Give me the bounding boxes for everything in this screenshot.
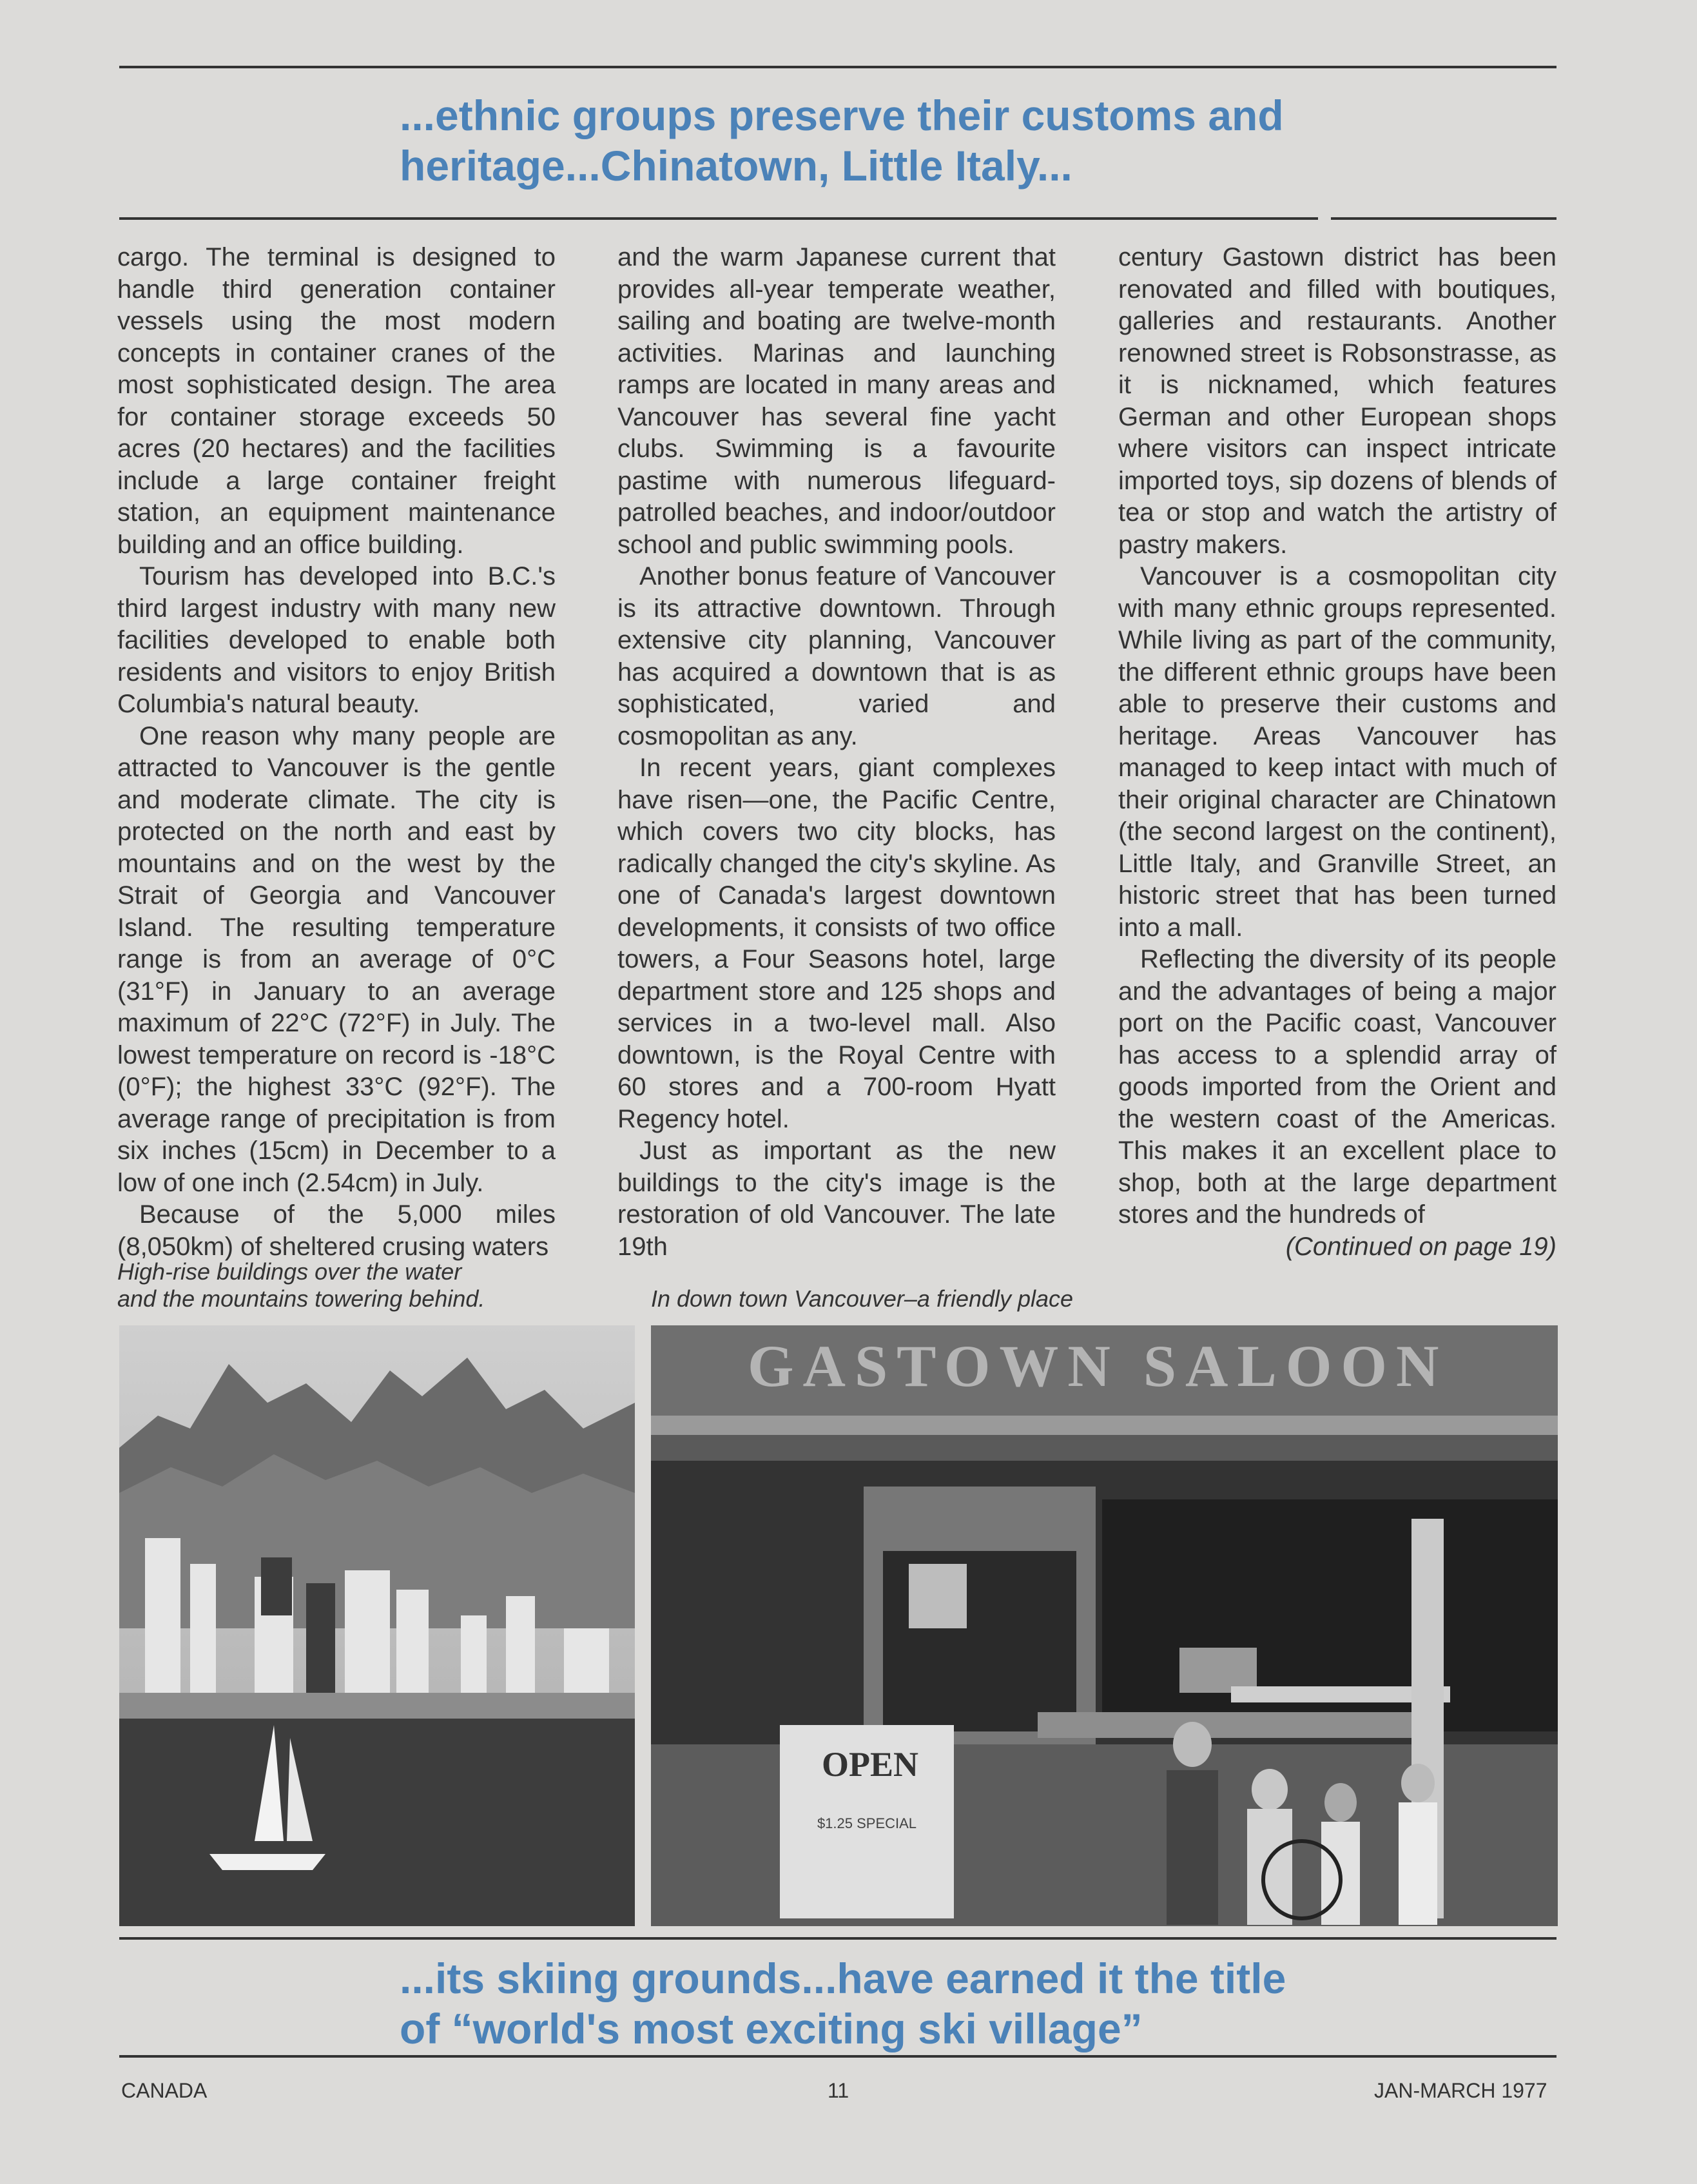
- col2-para: Just as important as the new buildings to the city's image is the restoration of old Vancouver. The late 19th: [617, 1136, 1056, 1261]
- col2-para: Another bonus feature of Vancouver is its attractive downtown. Through extensive city planning, Vancouver has acquired a downtown that is as sophisticated, varied and cosmopolitan as any.: [617, 562, 1056, 750]
- footer-issue-date: JAN-MARCH 1977: [1374, 2079, 1547, 2102]
- column-3: [1118, 242, 1556, 1263]
- special-sign: $1.25 SPECIAL: [817, 1815, 917, 1831]
- pull-quote-bottom: [400, 1953, 1495, 2054]
- col1-para: One reason why many people are attracted to Vancouver is the gentle and moderate climate. The city is protected on the north and east by mountains and on the west by the Strait of Georgia and Vancouver Island. The resulting temperature range is from an average of 0°C (31°F) in January to an average maximum of 22°C (72°F) in July. The lowest temperature on record is -18°C (0°F); the highest 33°C (92°F). The average range of precipitation is from six inches (15cm) in December to a low of one inch (2.54cm) in July.: [117, 721, 556, 1197]
- pull-quote-top: [400, 90, 1495, 191]
- col3-para: Reflecting the diversity of its people and the advantages of being a major port on the Pacific coast, Vancouver has access to a splendid array of goods imported from the Orient and the western coast of the Americas. This makes it an excellent place to shop, both at the large department stores and the hundreds of: [1118, 945, 1556, 1229]
- skyline-photo: [119, 1325, 635, 1926]
- col2-para: In recent years, giant complexes have risen—one, the Pacific Centre, which covers two city blocks, has radically changed the city's skyline. As one of Canada's largest downtown developments, it consists of two office towers, a Four Seasons hotel, large department store and 125 shops and services in a two-level mall. Also downtown, is the Royal Centre with 60 stores and a 700-room Hyatt Regency hotel.: [617, 754, 1056, 1133]
- col3-para: century Gastown district has been renovated and filled with boutiques, galleries and restaurants. Another renowned street is Robsonstrasse, as it is nicknamed, which features German and other European shops where visitors can inspect intricate imported toys, sip dozens of blends of tea or stop and watch the artistry of pastry makers.: [1118, 243, 1556, 559]
- pull-quote-bottom-line2: of “world's most exciting ski village”: [400, 2005, 1143, 2052]
- col3-para: Vancouver is a cosmopolitan city with many ethnic groups represented. While living as part of the community, the different ethnic groups have been able to preserve their customs and heritage. Areas Vancouver has managed to keep intact with much of their original character are Chinatown (the second largest on the continent), Little Italy, and Granville Street, an historic street that has been turned into a mall.: [1118, 562, 1556, 942]
- top-rule: [119, 66, 1556, 68]
- pull-quote-top-rule-right: [1331, 217, 1556, 220]
- caption-left: [117, 1258, 485, 1312]
- pull-quote-top-line1: ...ethnic groups preserve their customs and: [400, 92, 1284, 139]
- footer-publication: CANADA: [121, 2079, 208, 2102]
- pull-quote-bottom-rule-bottom: [119, 2055, 1556, 2058]
- pull-quote-bottom-line1: ...its skiing grounds...have earned it the title: [400, 1955, 1286, 2002]
- pull-quote-top-rule-left: [119, 217, 1318, 220]
- caption-right: In down town Vancouver–a friendly place: [651, 1285, 1074, 1312]
- caption-left-line1: High-rise buildings over the water: [117, 1258, 462, 1285]
- col2-para: and the warm Japanese current that provides all-year temperate weather, sailing and boating are twelve-month activities. Marinas and launching ramps are located in many areas and Vancouver has several fine yacht clubs. Swimming is a favourite pastime with numerous lifeguard-patrolled beaches, and indoor/outdoor school and public swimming pools.: [617, 243, 1056, 559]
- caption-left-line2: and the mountains towering behind.: [117, 1285, 485, 1312]
- pull-quote-bottom-rule-top: [119, 1937, 1556, 1940]
- col1-para: Because of the 5,000 miles (8,050km) of sheltered crusing waters: [117, 1200, 556, 1261]
- continued-note: (Continued on page 19): [1285, 1232, 1556, 1261]
- gastown-photo: [651, 1325, 1558, 1926]
- column-2: [617, 242, 1056, 1263]
- open-sign: OPEN: [821, 1745, 918, 1784]
- footer-page-number: 11: [828, 2079, 849, 2102]
- saloon-sign: GASTOWN SALOON: [748, 1333, 1448, 1399]
- pull-quote-top-line2: heritage...Chinatown, Little Italy...: [400, 142, 1072, 190]
- col1-para: Tourism has developed into B.C.'s third largest industry with many new facilities developed to enable both residents and visitors to enjoy British Columbia's natural beauty.: [117, 562, 556, 718]
- col1-para: cargo. The terminal is designed to handle third generation container vessels using the most modern concepts in container cranes of the most sophisticated design. The area for container storage exceeds 50 acres (20 hectares) and the facilities include a large container freight station, an equipment maintenance building and an office building.: [117, 243, 556, 559]
- column-1: [117, 242, 556, 1263]
